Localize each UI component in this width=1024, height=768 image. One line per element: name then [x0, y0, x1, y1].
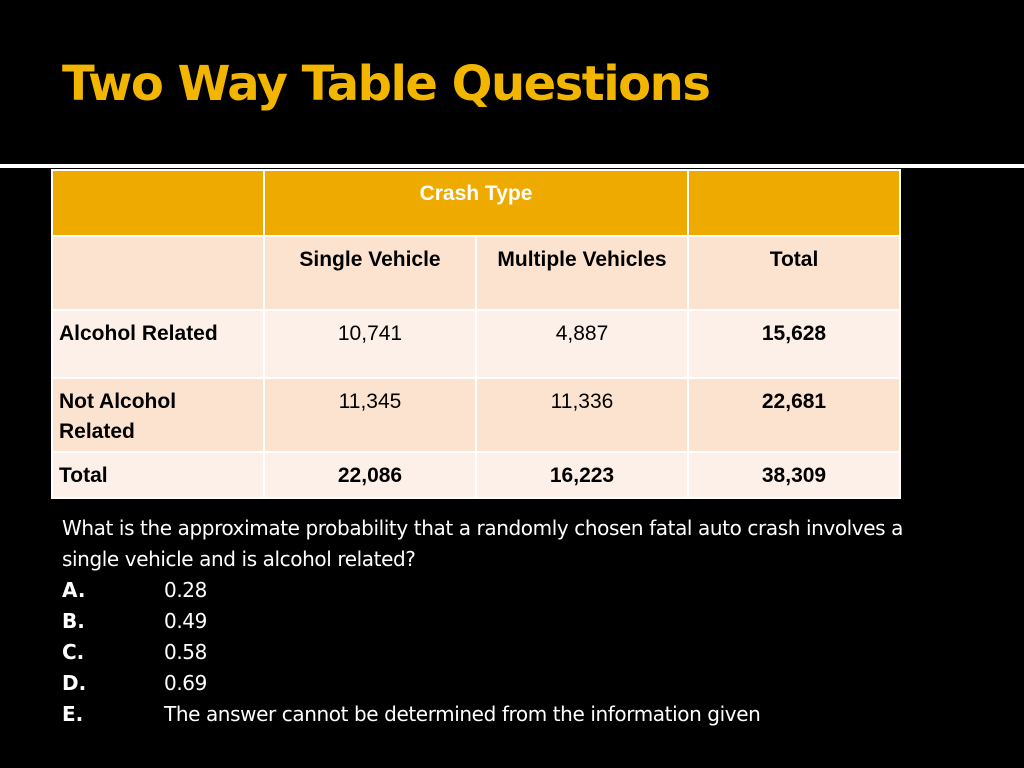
row-label: Not Alcohol Related [52, 378, 264, 452]
cell-single: 11,345 [264, 378, 476, 452]
cell-single: 22,086 [264, 452, 476, 498]
table-header-row [52, 170, 900, 236]
row-label: Alcohol Related [52, 310, 264, 378]
crash-type-header [264, 170, 688, 236]
answer-option-c [62, 637, 922, 668]
question-text: What is the approximate probability that a randomly chosen fatal auto crash involves a single vehicle and is alcohol related? [62, 516, 903, 571]
cell-multiple: 11,336 [476, 378, 688, 452]
option-letter: E. [62, 702, 84, 726]
option-text: 0.58 [164, 640, 207, 664]
option-letter: D. [62, 671, 87, 695]
table-column-header-row [52, 236, 900, 310]
crash-table [51, 169, 901, 499]
title-bar [0, 0, 1024, 160]
crash-type-label: Crash Type [419, 182, 533, 205]
option-text: 0.69 [164, 671, 207, 695]
cell-multiple: 16,223 [476, 452, 688, 498]
cell-total: 22,681 [688, 378, 900, 452]
answer-option-e [62, 699, 922, 730]
cell-total: 15,628 [688, 310, 900, 378]
slide-title: Two Way Table Questions [62, 56, 710, 112]
cell-total: 38,309 [688, 452, 900, 498]
column-header-blank [52, 236, 264, 310]
option-letter: B. [62, 609, 85, 633]
table-row [52, 452, 900, 498]
option-text: 0.49 [164, 609, 207, 633]
column-header-total: Total [688, 236, 900, 310]
answer-option-b [62, 606, 922, 637]
option-letter: C. [62, 640, 85, 664]
column-header-multiple-vehicles: Multiple Vehicles [476, 236, 688, 310]
table-row [52, 310, 900, 378]
cell-multiple: 4,887 [476, 310, 688, 378]
option-letter: A. [62, 578, 86, 602]
table-corner-cell [52, 170, 264, 236]
option-text: The answer cannot be determined from the information given [164, 702, 761, 726]
option-text: 0.28 [164, 578, 207, 602]
answer-option-d [62, 668, 922, 699]
table-row [52, 378, 900, 452]
answer-option-a [62, 575, 922, 606]
table-header-empty-cell [688, 170, 900, 236]
two-way-table [51, 169, 901, 499]
question-block [62, 513, 922, 730]
column-header-single-vehicle: Single Vehicle [264, 236, 476, 310]
row-label: Total [52, 452, 264, 498]
cell-single: 10,741 [264, 310, 476, 378]
